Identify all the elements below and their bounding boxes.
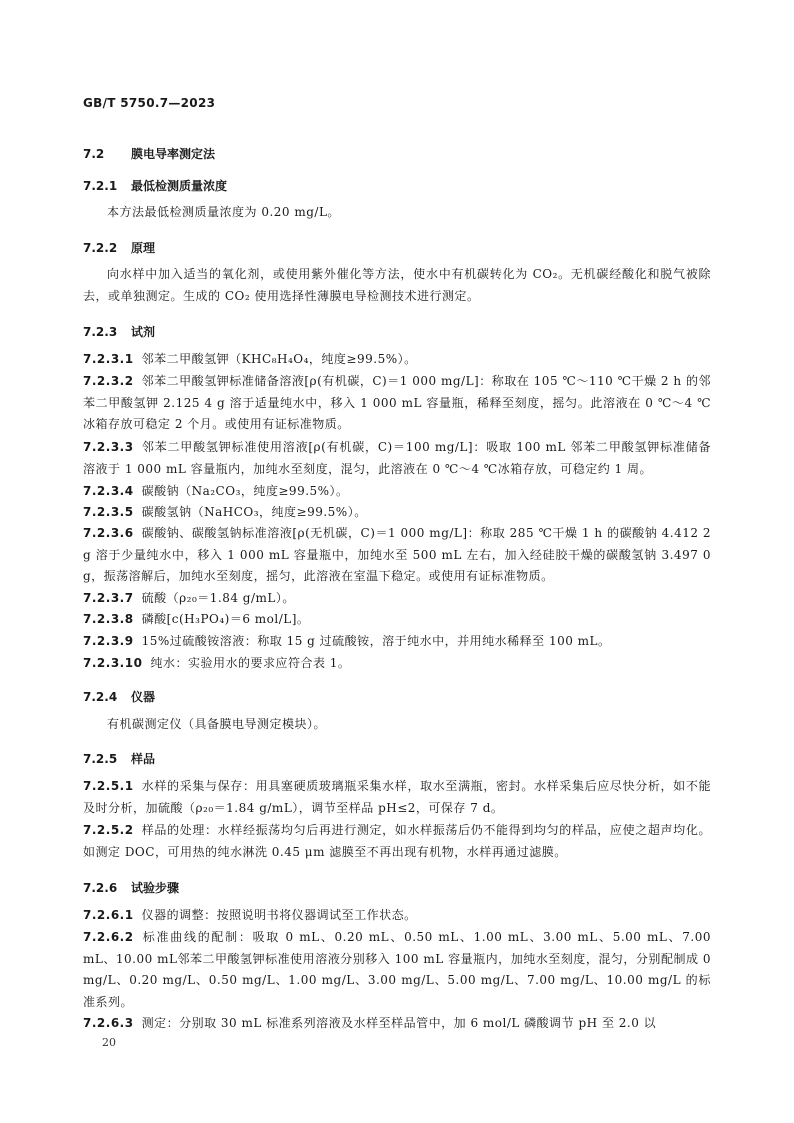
section-title: 样品 bbox=[131, 752, 156, 766]
section-number: 7.2.6 bbox=[83, 881, 118, 895]
clause-number: 7.2.5.1 bbox=[83, 779, 134, 793]
clause-7-2-3-5 bbox=[83, 502, 711, 524]
clause-7-2-3-8 bbox=[83, 609, 711, 631]
paragraph-detection-limit: 本方法最低检测质量浓度为 0.20 mg/L。 bbox=[107, 205, 340, 219]
clause-text: 仪器的调整：按照说明书将仪器调试至工作状态。 bbox=[141, 908, 417, 922]
clause-number: 7.2.3.7 bbox=[83, 591, 134, 605]
section-number: 7.2.4 bbox=[83, 690, 118, 704]
clause-7-2-3-9 bbox=[83, 631, 711, 653]
clause-7-2-5-1 bbox=[83, 776, 711, 819]
section-number: 7.2.5 bbox=[83, 752, 118, 766]
section-heading-7-2-5 bbox=[83, 750, 155, 767]
clause-7-2-3-6 bbox=[83, 523, 711, 588]
section-heading-7-2-4 bbox=[83, 688, 155, 705]
clause-number: 7.2.5.2 bbox=[83, 823, 134, 837]
section-heading-7-2-6 bbox=[83, 879, 179, 896]
clause-7-2-5-2 bbox=[83, 820, 711, 863]
clause-7-2-6-3 bbox=[83, 1013, 711, 1035]
clause-text: 碳酸氢钠（NaHCO₃，纯度≥99.5%）。 bbox=[141, 505, 367, 519]
clause-7-2-3-7 bbox=[83, 588, 711, 610]
paragraph-principle: 向水样中加入适当的氧化剂，或使用紫外催化等方法，使水中有机碳转化为 CO₂。无机碳经酸化和脱气被除去，或单独测定。生成的 CO₂ 使用选择性薄膜电导检测技术进行测定。 bbox=[83, 267, 711, 303]
paragraph-instrument: 有机碳测定仪（具备膜电导测定模块）。 bbox=[107, 717, 327, 731]
clause-text: 标准曲线的配制：吸取 0 mL、0.20 mL、0.50 mL、1.00 mL、3.00 mL、5.00 mL、7.00 mL、10.00 mL邻苯二甲酸氢钾标准使用溶液分别移入 100 mL 容量瓶内，加纯水至刻度，混匀，分别配制成 0 mg/L、0.20 mg/L、0.50 mg/L、1.00 mg/L、3.00 mg/L、5.00 mg/L、7.00 mg/L、10.00 mg/L 的标准系列。 bbox=[83, 930, 711, 1009]
clause-number: 7.2.3.8 bbox=[83, 612, 134, 626]
section-number: 7.2.3 bbox=[83, 325, 118, 339]
section-heading-7-2-2 bbox=[83, 239, 155, 256]
section-heading-7-2-1 bbox=[83, 177, 227, 194]
section-title: 试验步骤 bbox=[131, 881, 180, 895]
clause-number: 7.2.6.2 bbox=[83, 930, 134, 944]
clause-number: 7.2.3.10 bbox=[83, 656, 143, 670]
section-title: 试剂 bbox=[131, 325, 156, 339]
clause-text: 水样的采集与保存：用具塞硬质玻璃瓶采集水样，取水至满瓶，密封。水样采集后应尽快分析，如不能及时分析，加硫酸（ρ₂₀＝1.84 g/mL），调节至样品 pH≤2，可保存 7 d。 bbox=[83, 779, 711, 815]
clause-number: 7.2.3.1 bbox=[83, 352, 134, 366]
clause-number: 7.2.6.3 bbox=[83, 1016, 134, 1030]
clause-text: 碳酸钠、碳酸氢钠标准溶液[ρ(无机碳，C)＝1 000 mg/L]：称取 285 ℃干燥 1 h 的碳酸钠 4.412 2 g 溶于少量纯水中，移入 1 000 mL 容量瓶中，加纯水至 500 mL 左右，加入经硅胶干燥的碳酸氢钠 3.497 0 g，振荡溶解后，加纯水至刻度，摇匀，此溶液在室温下稳定。或使用有证标准物质。 bbox=[83, 526, 711, 583]
section-title: 原理 bbox=[131, 241, 156, 255]
standard-number-header: GB/T 5750.7—2023 bbox=[83, 96, 216, 110]
clause-7-2-3-1 bbox=[83, 349, 711, 371]
clause-number: 7.2.3.5 bbox=[83, 505, 134, 519]
clause-number: 7.2.6.1 bbox=[83, 908, 134, 922]
clause-7-2-3-4 bbox=[83, 481, 711, 503]
clause-number: 7.2.3.2 bbox=[83, 374, 134, 388]
section-number: 7.2 bbox=[83, 147, 105, 161]
clause-number: 7.2.3.9 bbox=[83, 634, 134, 648]
clause-text: 邻苯二甲酸氢钾标准使用溶液[ρ(有机碳，C)＝100 mg/L]：吸取 100 mL 邻苯二甲酸氢钾标准储备溶液于 1 000 mL 容量瓶内，加纯水至刻度，混匀，此溶液在 0 ℃～4 ℃冰箱存放，可稳定约 1 周。 bbox=[83, 440, 711, 476]
section-heading-7-2-3 bbox=[83, 323, 155, 340]
clause-text: 15%过硫酸铵溶液：称取 15 g 过硫酸铵，溶于纯水中，并用纯水稀释至 100 mL。 bbox=[141, 634, 611, 648]
clause-text: 碳酸钠（Na₂CO₃，纯度≥99.5%）。 bbox=[141, 484, 349, 498]
clause-text: 磷酸[c(H₃PO₄)＝6 mol/L]。 bbox=[141, 612, 310, 626]
clause-text: 纯水：实验用水的要求应符合表 1。 bbox=[150, 656, 351, 670]
clause-text: 邻苯二甲酸氢钾标准储备溶液[ρ(有机碳，C)＝1 000 mg/L]：称取在 105 ℃～110 ℃干燥 2 h 的邻苯二甲酸氢钾 2.125 4 g 溶于适量纯水中，移入 1 000 mL 容量瓶，稀释至刻度，摇匀。此溶液在 0 ℃～4 ℃冰箱存放可稳定 2 个月。或使用有证标准物质。 bbox=[83, 374, 711, 431]
section-title: 仪器 bbox=[131, 690, 156, 704]
clause-number: 7.2.3.3 bbox=[83, 440, 134, 454]
clause-7-2-3-2 bbox=[83, 371, 711, 436]
clause-7-2-3-10 bbox=[83, 653, 711, 675]
section-number: 7.2.2 bbox=[83, 241, 118, 255]
clause-text: 测定：分别取 30 mL 标准系列溶液及水样至样品管中，加 6 mol/L 磷酸调节 pH 至 2.0 以 bbox=[141, 1016, 657, 1030]
clause-number: 7.2.3.4 bbox=[83, 484, 134, 498]
clause-7-2-3-3 bbox=[83, 437, 711, 480]
clause-7-2-6-1 bbox=[83, 905, 711, 927]
section-title: 膜电导率测定法 bbox=[131, 147, 216, 161]
clause-text: 邻苯二甲酸氢钾（KHC₈H₄O₄，纯度≥99.5%）。 bbox=[141, 352, 417, 366]
clause-text: 样品的处理：水样经振荡均匀后再进行测定，如水样振荡后仍不能得到均匀的样品，应使之超声均化。如测定 DOC，可用热的纯水淋洗 0.45 μm 滤膜至不再出现有机物，水样再通过滤膜。 bbox=[83, 823, 711, 859]
clause-text: 硫酸（ρ₂₀＝1.84 g/mL）。 bbox=[141, 591, 295, 605]
clause-number: 7.2.3.6 bbox=[83, 526, 134, 540]
section-number: 7.2.1 bbox=[83, 179, 118, 193]
page-number: 20 bbox=[102, 1036, 116, 1049]
section-heading-7-2 bbox=[83, 145, 215, 162]
clause-7-2-6-2 bbox=[83, 927, 711, 1013]
section-title: 最低检测质量浓度 bbox=[131, 179, 228, 193]
